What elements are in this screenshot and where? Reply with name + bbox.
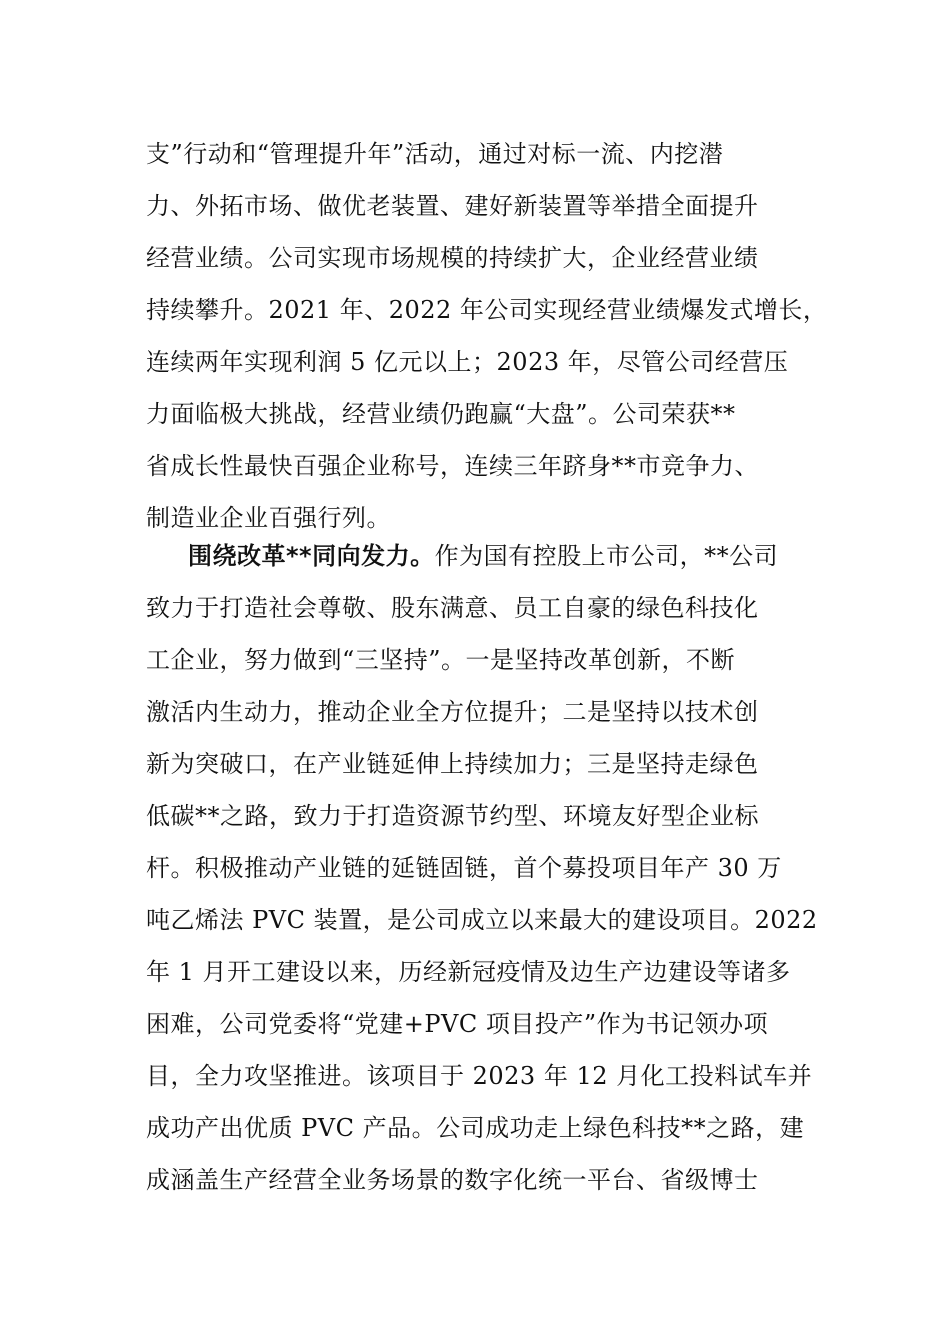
text-line: 低碳**之路，致力于打造资源节约型、环境友好型企业标	[146, 802, 759, 830]
text-line: 成涵盖生产经营全业务场景的数字化统一平台、省级博士	[146, 1166, 759, 1194]
text-line: 新为突破口，在产业链延伸上持续加力；三是坚持走绿色	[146, 750, 759, 778]
text-run: 作为国有控股上市公司，**公司	[434, 542, 779, 570]
text-line: 目，全力攻坚推进。该项目于 2023 年 12 月化工投料试车并	[146, 1062, 813, 1090]
text-line: 力面临极大挑战，经营业绩仍跑赢“大盘”。公司荣获**	[146, 400, 736, 428]
text-line: 年 1 月开工建设以来，历经新冠疫情及边生产边建设等诸多	[146, 958, 791, 986]
text-line: 成功产出优质 PVC 产品。公司成功走上绿色科技**之路，建	[146, 1114, 805, 1142]
text-line: 激活内生动力，推动企业全方位提升；二是坚持以技术创	[146, 698, 759, 726]
paragraph-heading: 围绕改革**同向发力。	[188, 542, 435, 570]
text-line: 经营业绩。公司实现市场规模的持续扩大，企业经营业绩	[146, 244, 759, 272]
text-line: 制造业企业百强行列。	[146, 504, 391, 532]
paragraph-1	[146, 128, 836, 544]
text-line: 困难，公司党委将“党建+PVC 项目投产”作为书记领办项	[146, 1010, 769, 1038]
text-line: 连续两年实现利润 5 亿元以上；2023 年，尽管公司经营压	[146, 348, 789, 376]
text-line: 致力于打造社会尊敬、股东满意、员工自豪的绿色科技化	[146, 594, 759, 622]
text-line: 省成长性最快百强企业称号，连续三年跻身**市竞争力、	[146, 452, 759, 480]
paragraph-2	[146, 530, 836, 1206]
text-line: 工企业，努力做到“三坚持”。一是坚持改革创新，不断	[146, 646, 736, 674]
text-line: 杆。积极推动产业链的延链固链，首个募投项目年产 30 万	[146, 854, 782, 882]
text-line: 力、外拓市场、做优老装置、建好新装置等举措全面提升	[146, 192, 759, 220]
text-line: 支”行动和“管理提升年”活动，通过对标一流、内挖潜	[146, 140, 724, 168]
paragraph-first-line	[146, 530, 836, 582]
text-line: 持续攀升。2021 年、2022 年公司实现经营业绩爆发式增长，	[146, 296, 828, 324]
text-line: 吨乙烯法 PVC 装置，是公司成立以来最大的建设项目。2022	[146, 906, 818, 934]
